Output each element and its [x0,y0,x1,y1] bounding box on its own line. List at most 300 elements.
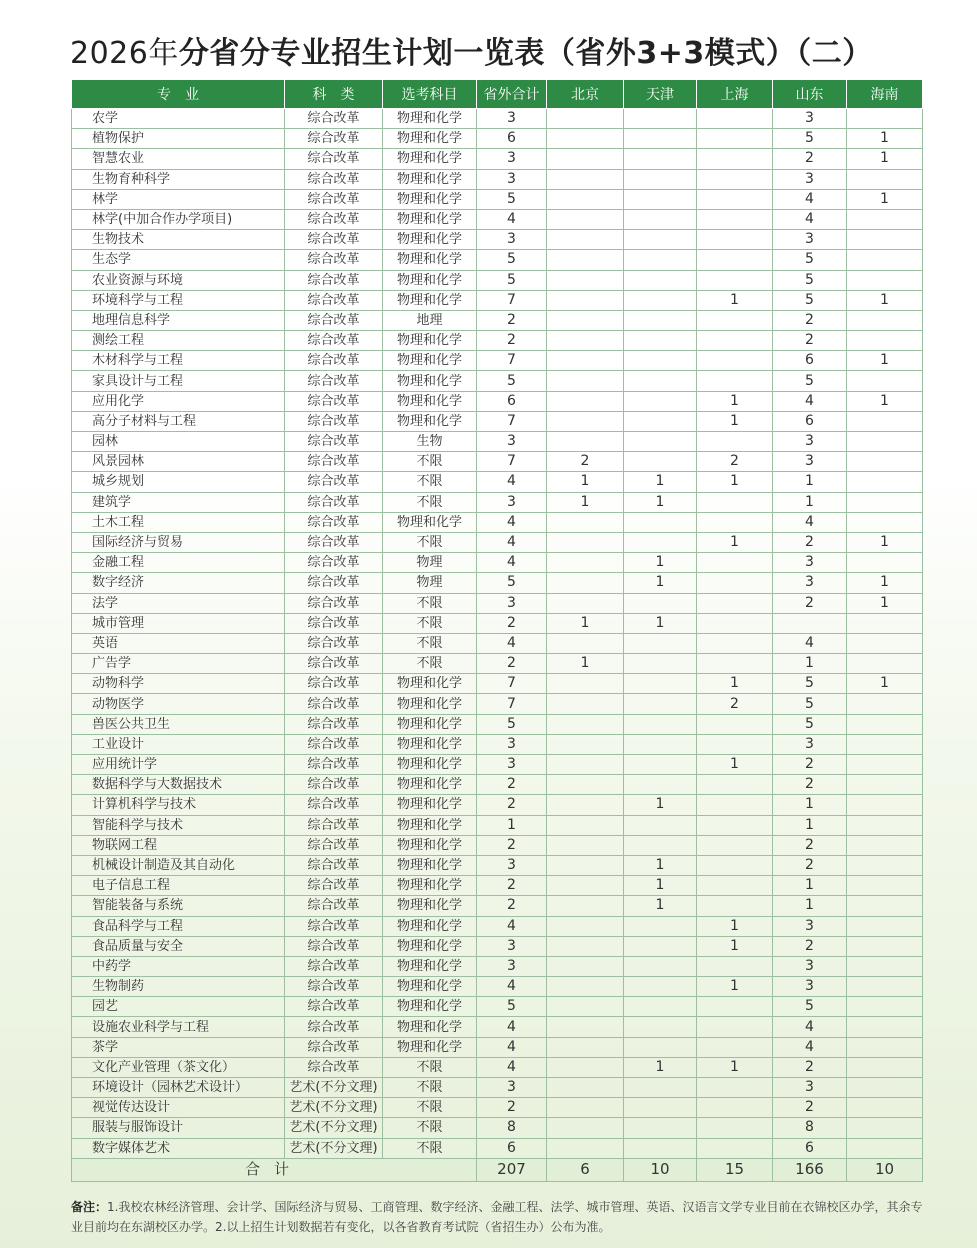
quota-cell [697,654,773,674]
quota-cell [847,714,923,734]
quota-cell: 5 [773,694,847,714]
category-cell: 物理 [383,553,477,573]
table-row [72,149,923,169]
quota-cell: 4 [773,1037,847,1057]
quota-cell: 2 [477,310,547,330]
table-row [72,290,923,310]
column-header: 省外合计 [477,80,547,109]
table-row [72,532,923,552]
category-cell: 综合改革 [285,936,383,956]
quota-cell: 5 [773,371,847,391]
category-cell: 综合改革 [285,593,383,613]
category-cell: 物理和化学 [383,270,477,290]
major-cell: 茶学 [72,1037,285,1057]
quota-cell [547,371,624,391]
quota-cell [624,331,697,351]
quota-cell: 2 [477,654,547,674]
quota-cell [697,1037,773,1057]
quota-cell [847,1118,923,1138]
category-cell: 物理和化学 [383,795,477,815]
total-label: 合计 [72,1158,477,1181]
quota-cell: 1 [847,149,923,169]
quota-cell [847,1057,923,1077]
quota-cell: 1 [697,916,773,936]
major-cell: 广告学 [72,654,285,674]
quota-cell [547,855,624,875]
quota-cell [697,714,773,734]
category-cell: 物理和化学 [383,331,477,351]
quota-cell [697,633,773,653]
quota-cell: 5 [773,714,847,734]
column-header: 科 类 [285,80,383,109]
quota-cell: 2 [773,936,847,956]
category-cell: 综合改革 [285,1017,383,1037]
quota-cell: 3 [773,109,847,129]
table-row [72,1017,923,1037]
quota-cell [547,573,624,593]
category-cell: 物理和化学 [383,694,477,714]
table-row [72,835,923,855]
major-cell: 高分子材料与工程 [72,411,285,431]
quota-cell: 5 [773,129,847,149]
major-cell: 林学 [72,189,285,209]
quota-cell: 1 [773,815,847,835]
quota-cell: 4 [477,1017,547,1037]
quota-cell [697,896,773,916]
quota-cell [697,1118,773,1138]
quota-cell: 3 [477,432,547,452]
major-cell: 国际经济与贸易 [72,532,285,552]
quota-cell: 1 [624,876,697,896]
quota-cell [697,149,773,169]
major-cell: 法学 [72,593,285,613]
major-cell: 数字经济 [72,573,285,593]
quota-cell [697,129,773,149]
major-cell: 食品质量与安全 [72,936,285,956]
quota-cell [697,855,773,875]
quota-cell [697,956,773,976]
major-cell: 文化产业管理（茶文化） [72,1057,285,1077]
quota-cell [697,593,773,613]
table-row [72,492,923,512]
major-cell: 计算机科学与技术 [72,795,285,815]
quota-cell: 1 [624,613,697,633]
category-cell: 综合改革 [285,230,383,250]
table-row [72,331,923,351]
quota-cell [547,977,624,997]
quota-cell [624,997,697,1017]
quota-cell [697,250,773,270]
major-cell: 兽医公共卫生 [72,714,285,734]
quota-cell [697,432,773,452]
quota-cell [624,452,697,472]
major-cell: 风景园林 [72,452,285,472]
category-cell: 综合改革 [285,169,383,189]
quota-cell: 1 [697,472,773,492]
quota-cell: 2 [773,755,847,775]
category-cell: 物理和化学 [383,411,477,431]
quota-cell [547,209,624,229]
quota-cell: 5 [773,270,847,290]
quota-cell [697,734,773,754]
quota-cell: 1 [847,391,923,411]
table-row [72,1098,923,1118]
quota-cell [697,1138,773,1158]
quota-cell [624,371,697,391]
quota-cell [847,997,923,1017]
quota-cell [624,149,697,169]
quota-cell: 3 [773,553,847,573]
table-row [72,169,923,189]
quota-cell [624,775,697,795]
quota-cell [624,1138,697,1158]
category-cell: 综合改革 [285,1057,383,1077]
quota-cell: 1 [773,654,847,674]
notes [71,1197,931,1237]
category-cell: 综合改革 [285,411,383,431]
quota-cell: 3 [773,230,847,250]
table-row [72,855,923,875]
quota-cell [697,795,773,815]
quota-cell [847,1138,923,1158]
category-cell: 不限 [383,532,477,552]
category-cell: 物理和化学 [383,674,477,694]
category-cell: 综合改革 [285,209,383,229]
quota-cell: 1 [624,553,697,573]
quota-cell: 3 [477,593,547,613]
notes-label: 备注： [71,1200,108,1214]
category-cell: 综合改革 [285,654,383,674]
quota-cell: 2 [773,310,847,330]
quota-cell: 1 [547,654,624,674]
quota-cell [624,916,697,936]
table-row [72,876,923,896]
major-cell: 视觉传达设计 [72,1098,285,1118]
quota-cell [847,936,923,956]
column-header: 山东 [773,80,847,109]
category-cell: 不限 [383,654,477,674]
quota-cell [847,1098,923,1118]
quota-cell [847,452,923,472]
quota-cell [547,351,624,371]
quota-cell: 1 [773,795,847,815]
quota-cell [547,714,624,734]
quota-cell [697,1078,773,1098]
quota-cell: 2 [697,452,773,472]
category-cell: 艺术(不分文理) [285,1078,383,1098]
quota-cell: 8 [773,1118,847,1138]
quota-cell: 3 [477,734,547,754]
quota-cell [847,230,923,250]
major-cell: 林学(中加合作办学项目) [72,209,285,229]
quota-cell [697,1017,773,1037]
quota-cell [697,1098,773,1118]
quota-cell [847,209,923,229]
category-cell: 综合改革 [285,1037,383,1057]
major-cell: 数据科学与大数据技术 [72,775,285,795]
category-cell: 综合改革 [285,694,383,714]
category-cell: 不限 [383,1078,477,1098]
quota-cell [624,189,697,209]
quota-cell: 5 [773,997,847,1017]
category-cell: 综合改革 [285,775,383,795]
major-cell: 动物医学 [72,694,285,714]
quota-cell: 1 [847,593,923,613]
category-cell: 物理和化学 [383,109,477,129]
quota-cell: 3 [477,169,547,189]
quota-cell: 3 [773,1078,847,1098]
category-cell: 艺术(不分文理) [285,1118,383,1138]
page-title [70,28,873,72]
quota-cell: 1 [847,290,923,310]
quota-cell: 2 [477,795,547,815]
table-row [72,209,923,229]
major-cell: 农学 [72,109,285,129]
quota-cell [847,855,923,875]
quota-cell [547,876,624,896]
quota-cell [624,270,697,290]
quota-cell [697,492,773,512]
quota-cell: 2 [477,613,547,633]
category-cell: 不限 [383,613,477,633]
total-value: 166 [773,1158,847,1181]
table-row [72,714,923,734]
quota-cell: 3 [477,755,547,775]
quota-cell: 1 [697,936,773,956]
quota-cell: 7 [477,694,547,714]
category-cell: 综合改革 [285,452,383,472]
quota-cell [547,633,624,653]
quota-cell [697,553,773,573]
quota-cell: 2 [697,694,773,714]
category-cell: 综合改革 [285,977,383,997]
quota-cell [547,532,624,552]
table-row [72,432,923,452]
quota-cell [547,694,624,714]
major-cell: 数字媒体艺术 [72,1138,285,1158]
quota-cell: 4 [477,532,547,552]
quota-cell [624,593,697,613]
quota-cell: 4 [477,1037,547,1057]
category-cell: 物理和化学 [383,169,477,189]
category-cell: 物理和化学 [383,371,477,391]
quota-cell: 3 [477,855,547,875]
major-cell: 智能装备与系统 [72,896,285,916]
category-cell: 物理和化学 [383,1037,477,1057]
category-cell: 不限 [383,1118,477,1138]
quota-cell [624,815,697,835]
quota-cell [697,351,773,371]
category-cell: 综合改革 [285,674,383,694]
quota-cell: 2 [773,835,847,855]
table-row [72,391,923,411]
category-cell: 综合改革 [285,573,383,593]
quota-cell: 1 [547,472,624,492]
quota-cell: 5 [773,250,847,270]
column-header: 天津 [624,80,697,109]
quota-cell [847,1078,923,1098]
quota-cell [547,1118,624,1138]
category-cell: 综合改革 [285,432,383,452]
major-cell: 机械设计制造及其自动化 [72,855,285,875]
quota-cell: 2 [477,775,547,795]
quota-cell [547,1057,624,1077]
table-row [72,795,923,815]
quota-cell [847,613,923,633]
category-cell: 物理和化学 [383,714,477,734]
category-cell: 综合改革 [285,997,383,1017]
total-row [72,1158,923,1181]
category-cell: 物理和化学 [383,351,477,371]
quota-cell [547,775,624,795]
table-row [72,411,923,431]
quota-cell [547,916,624,936]
major-cell: 物联网工程 [72,835,285,855]
table-row [72,129,923,149]
column-header: 选考科目 [383,80,477,109]
category-cell: 物理和化学 [383,209,477,229]
quota-cell [547,1098,624,1118]
quota-cell: 1 [697,532,773,552]
quota-cell [697,835,773,855]
quota-cell: 6 [773,351,847,371]
table-row [72,815,923,835]
quota-cell [547,593,624,613]
category-cell: 综合改革 [285,391,383,411]
quota-cell [624,169,697,189]
quota-cell [847,977,923,997]
quota-cell [547,189,624,209]
major-cell: 应用化学 [72,391,285,411]
quota-cell: 6 [477,129,547,149]
quota-cell [547,512,624,532]
quota-cell: 7 [477,351,547,371]
category-cell: 物理和化学 [383,855,477,875]
quota-cell: 4 [477,209,547,229]
major-cell: 金融工程 [72,553,285,573]
category-cell: 综合改革 [285,613,383,633]
quota-cell [624,714,697,734]
category-cell: 物理和化学 [383,250,477,270]
category-cell: 综合改革 [285,492,383,512]
table-row [72,896,923,916]
table-row [72,553,923,573]
table-row [72,310,923,330]
major-cell: 城市管理 [72,613,285,633]
category-cell: 综合改革 [285,714,383,734]
quota-cell [547,956,624,976]
quota-cell: 1 [547,492,624,512]
major-cell: 应用统计学 [72,755,285,775]
major-cell: 动物科学 [72,674,285,694]
major-cell: 环境科学与工程 [72,290,285,310]
category-cell: 综合改革 [285,795,383,815]
quota-cell [624,755,697,775]
quota-cell: 3 [773,573,847,593]
quota-cell [847,553,923,573]
table-row [72,230,923,250]
category-cell: 物理和化学 [383,755,477,775]
quota-cell: 1 [697,411,773,431]
quota-cell [547,169,624,189]
quota-cell [697,613,773,633]
quota-cell [624,835,697,855]
table-row [72,1118,923,1138]
quota-cell: 1 [477,815,547,835]
major-cell: 测绘工程 [72,331,285,351]
quota-cell [624,734,697,754]
quota-cell [847,411,923,431]
quota-cell: 1 [847,674,923,694]
table-row [72,1078,923,1098]
quota-cell [847,755,923,775]
quota-cell [847,734,923,754]
quota-cell: 2 [773,593,847,613]
table-row [72,633,923,653]
major-cell: 家具设计与工程 [72,371,285,391]
quota-cell [547,755,624,775]
quota-cell: 6 [773,411,847,431]
table-row [72,270,923,290]
category-cell: 综合改革 [285,532,383,552]
quota-cell: 4 [773,391,847,411]
quota-cell: 1 [697,391,773,411]
quota-cell: 2 [477,331,547,351]
quota-cell [547,1138,624,1158]
quota-cell: 3 [477,492,547,512]
quota-cell [547,109,624,129]
quota-cell [624,977,697,997]
quota-cell: 1 [547,613,624,633]
quota-cell [547,310,624,330]
category-cell: 不限 [383,452,477,472]
quota-cell: 1 [624,573,697,593]
table-row [72,593,923,613]
category-cell: 物理和化学 [383,775,477,795]
quota-cell [547,936,624,956]
quota-cell [547,553,624,573]
quota-cell [847,876,923,896]
category-cell: 不限 [383,492,477,512]
category-cell: 艺术(不分文理) [285,1098,383,1118]
quota-cell [547,250,624,270]
quota-cell: 2 [477,835,547,855]
quota-cell: 1 [773,472,847,492]
category-cell: 综合改革 [285,755,383,775]
quota-cell: 2 [477,876,547,896]
quota-cell: 1 [697,755,773,775]
category-cell: 综合改革 [285,472,383,492]
quota-cell: 5 [477,270,547,290]
quota-cell: 3 [477,230,547,250]
major-cell: 英语 [72,633,285,653]
quota-cell: 4 [477,1057,547,1077]
quota-cell: 4 [477,553,547,573]
quota-cell [847,169,923,189]
quota-cell [624,250,697,270]
quota-cell: 3 [773,956,847,976]
category-cell: 物理和化学 [383,512,477,532]
title-text: 分省分专业招生计划一览表（省外3+3模式）（二） [178,36,873,71]
total-value: 207 [477,1158,547,1181]
major-cell: 生物育种科学 [72,169,285,189]
quota-cell: 4 [773,1017,847,1037]
quota-cell: 8 [477,1118,547,1138]
quota-cell: 5 [477,714,547,734]
category-cell: 综合改革 [285,734,383,754]
quota-cell [624,1017,697,1037]
quota-cell [697,270,773,290]
